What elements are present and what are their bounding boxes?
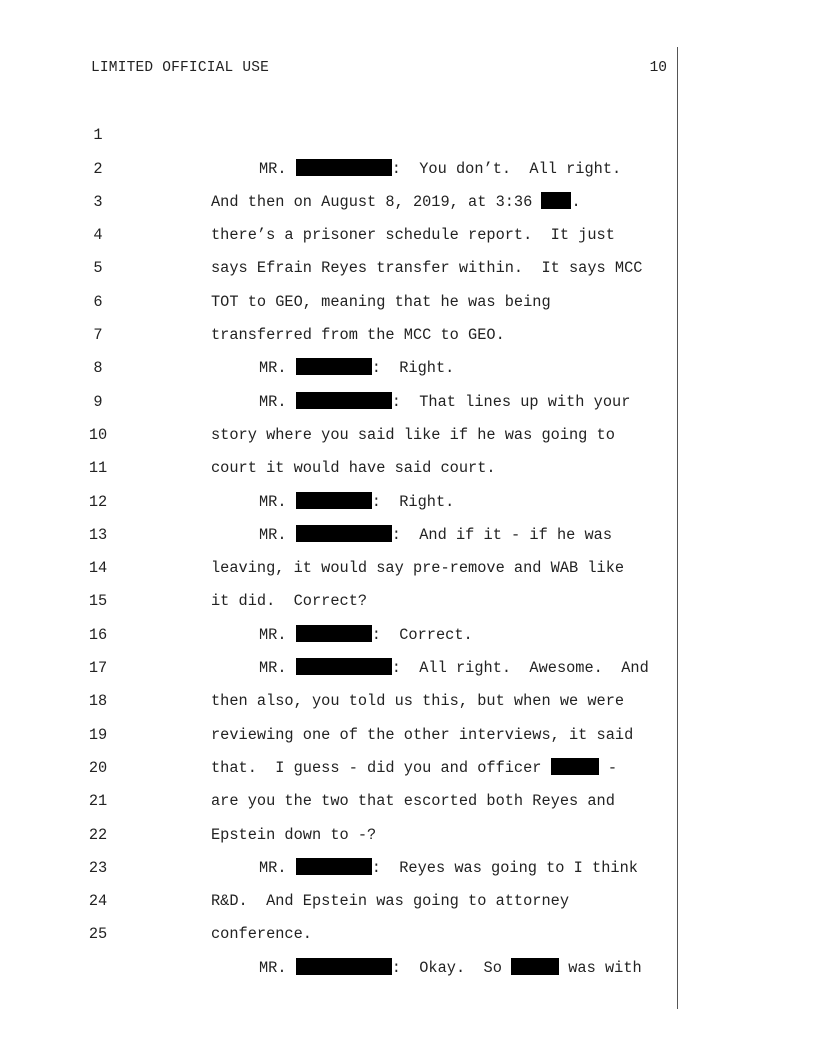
line-text: Epstein down to -? [211,825,377,844]
line-number: 3 [93,192,103,211]
line-text: MR. : That lines up with your [259,392,631,411]
line-number: 23 [88,858,108,877]
line-text: that. I guess - did you and officer - [211,758,618,777]
line-text: then also, you told us this, but when we were [211,692,625,711]
line-number: 7 [93,326,103,345]
line-text: MR. : Correct. [259,625,473,644]
line-text: MR. : You don’t. All right. [259,159,622,178]
line-text: MR. : All right. Awesome. And [259,659,649,678]
line-number: 17 [88,659,108,678]
line-number: 19 [88,725,108,744]
line-number: 9 [93,392,103,411]
line-text: MR. : And if it - if he was [259,525,613,544]
transcript-lines [0,86,680,977]
line-text: story where you said like if he was going to [211,425,615,444]
redaction-box [296,958,392,975]
page-header [91,60,667,80]
line-number: 8 [93,359,103,378]
line-text: MR. : Reyes was going to I think [259,858,638,877]
line-text: R&D. And Epstein was going to attorney [211,892,570,911]
line-number: 6 [93,292,103,311]
line-text: conference. [211,925,312,944]
line-number: 13 [88,525,108,544]
line-text: it did. Correct? [211,592,368,611]
transcript-line [0,86,680,178]
line-text: transferred from the MCC to GEO. [211,326,505,345]
classification-label: LIMITED OFFICIAL USE [91,60,270,76]
line-number: 20 [88,758,108,777]
line-number: 11 [88,459,108,478]
line-number: 12 [88,492,108,511]
line-text: And then on August 8, 2019, at 3:36 . [211,192,581,211]
line-text: says Efrain Reyes transfer within. It says MCC [211,259,643,278]
line-text: MR. : Okay. So was with [259,958,642,977]
line-text: MR. : Right. [259,359,455,378]
line-number: 24 [88,892,108,911]
line-text: reviewing one of the other interviews, it said [211,725,634,744]
line-number: 10 [88,425,108,444]
line-text: are you the two that escorted both Reyes and [211,792,615,811]
line-number: 4 [93,226,103,245]
line-text: TOT to GEO, meaning that he was being [211,292,551,311]
line-number: 5 [93,259,103,278]
redaction-box [511,958,559,975]
line-number: 15 [88,592,108,611]
line-number: 1 [93,126,103,145]
line-number: 21 [88,792,108,811]
line-text: leaving, it would say pre-remove and WAB like [211,559,625,578]
line-number: 22 [88,825,108,844]
page-number: 10 [649,60,667,76]
line-text: court it would have said court. [211,459,496,478]
line-number: 16 [88,625,108,644]
line-text: MR. : Right. [259,492,455,511]
line-number: 14 [88,559,108,578]
line-text: there’s a prisoner schedule report. It just [211,226,615,245]
line-number: 25 [88,925,108,944]
line-number: 18 [88,692,108,711]
line-number: 2 [93,159,103,178]
